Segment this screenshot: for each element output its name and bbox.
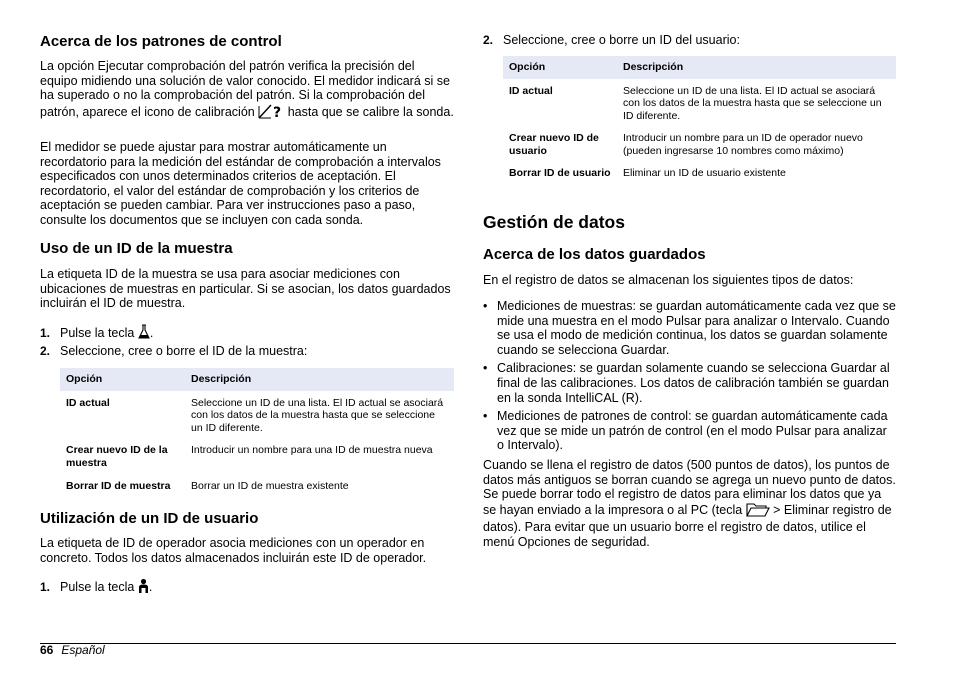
- step-select-sample-id: 2. Seleccione, cree o borre el ID de la muestra:: [40, 344, 308, 358]
- heading-control-standards: Acerca de los patrones de control: [40, 33, 282, 50]
- list-item: • Mediciones de muestras: se guardan automáticamente cada vez que se mide una muestra en el modo Pulsar para analizar o Intervalo. Cuando se usa el modo de medición continua, los datos se guardan solamente cuando se selecciona Guardar.: [483, 299, 896, 357]
- calibration-icon: [258, 103, 284, 123]
- step-select-user-id: 2. Seleccione, cree o borre un ID del usuario:: [483, 33, 740, 47]
- table-row: Crear nuevo ID de la muestra Introducir un nombre para una ID de muestra nueva: [66, 444, 433, 469]
- paragraph-stored-data: En el registro de datos se almacenan los siguientes tipos de datos:: [483, 273, 854, 287]
- table-header-option: Opción: [60, 368, 185, 391]
- step-press-user-key: 1. Pulse la tecla .: [40, 578, 152, 597]
- paragraph-sample-id: La etiqueta ID de la muestra se usa para asociar mediciones con ubicaciones de muestras en particular. Si se asocian, los datos guardados incluirán el ID de muestra.: [40, 267, 451, 311]
- table-header-description: Descripción: [185, 368, 454, 391]
- heading-stored-data: Acerca de los datos guardados: [483, 246, 706, 263]
- flask-icon: [138, 324, 150, 343]
- list-item: • Calibraciones: se guardan solamente cuando se selecciona Guardar al final de las calibraciones. Los datos de calibración también se guardan en la sonda IntelliCAL (R).: [483, 361, 890, 405]
- table-row: ID actual Seleccione un ID de una lista. El ID actual se asociará con los datos de la muestra hasta que se seleccione un ID diferente.: [66, 396, 444, 434]
- table-row: Borrar ID de muestra Borrar un ID de muestra existente: [66, 480, 349, 492]
- paragraph-control-standards-1: La opción Ejecutar comprobación del patrón verifica la precisión del equipo midiendo una solución de valor conocido. El medidor indicará si se ha superado o no la comprobación del patrón. Si la comprobación del patrón, aparece el icono de calibración ? hasta que se calibre la sonda.: [40, 59, 454, 122]
- stored-data-list: [483, 299, 896, 457]
- heading-user-id: Utilización de un ID de usuario: [40, 510, 259, 527]
- list-item: • Mediciones de patrones de control: se guardan automáticamente cada vez que se mide un patrón de control (en el modo Pulsar para analizar o Intervalo).: [483, 409, 888, 453]
- footer-divider: [40, 643, 896, 644]
- sample-id-options-table: [60, 368, 454, 497]
- table-header-row: [60, 368, 454, 391]
- table-row: Crear nuevo ID de usuario Introducir un nombre para un ID de operador nuevo (pueden ingresarse 10 nombres como máximo): [509, 132, 863, 157]
- svg-text:?: ?: [273, 104, 282, 119]
- page-number: 66: [40, 643, 54, 657]
- step-press-sample-key: 1. Pulse la tecla .: [40, 324, 153, 343]
- table-header-option: Opción: [503, 56, 617, 79]
- table-header-row: [503, 56, 896, 79]
- heading-sample-id: Uso de un ID de la muestra: [40, 240, 233, 257]
- paragraph-data-log-full: Cuando se llena el registro de datos (500 puntos de datos), los puntos de datos más antiguos se borran cuando se agrega un nuevo punto de datos. Se puede borrar todo el registro de datos para eliminar los datos que ya se hayan enviado a la impresora o al PC (tecla > Eliminar registro de datos). Para evitar que un usuario borre el registro de datos, utilice el menú Opciones de seguridad.: [483, 458, 896, 549]
- table-row: ID actual Seleccione un ID de una lista. El ID actual se asociará con los datos de la muestra hasta que se seleccione un ID diferente.: [509, 84, 882, 122]
- user-id-options-table: [503, 56, 896, 184]
- folder-icon: [746, 502, 770, 521]
- heading-data-management: Gestión de datos: [483, 212, 625, 232]
- table-header-description: Descripción: [617, 56, 896, 79]
- user-icon: [138, 578, 149, 597]
- footer-language: Español: [61, 643, 105, 657]
- table-row: Borrar ID de usuario Eliminar un ID de usuario existente: [509, 167, 786, 179]
- page-footer: [40, 643, 105, 657]
- paragraph-control-standards-2: El medidor se puede ajustar para mostrar automáticamente un recordatorio para la medición del estándar de comprobación a intervalos especificados con unos determinados criterios de aceptación. El recordatorio, el valor del estándar de comprobación y los criterios de aceptación se pueden cambiar. Para ver instrucciones paso a paso, consulte los documentos que se incluyen con cada sonda.: [40, 140, 441, 227]
- paragraph-user-id: La etiqueta de ID de operador asocia mediciones con un operador en concreto. Todos los datos almacenados incluirán este ID de operador.: [40, 536, 427, 565]
